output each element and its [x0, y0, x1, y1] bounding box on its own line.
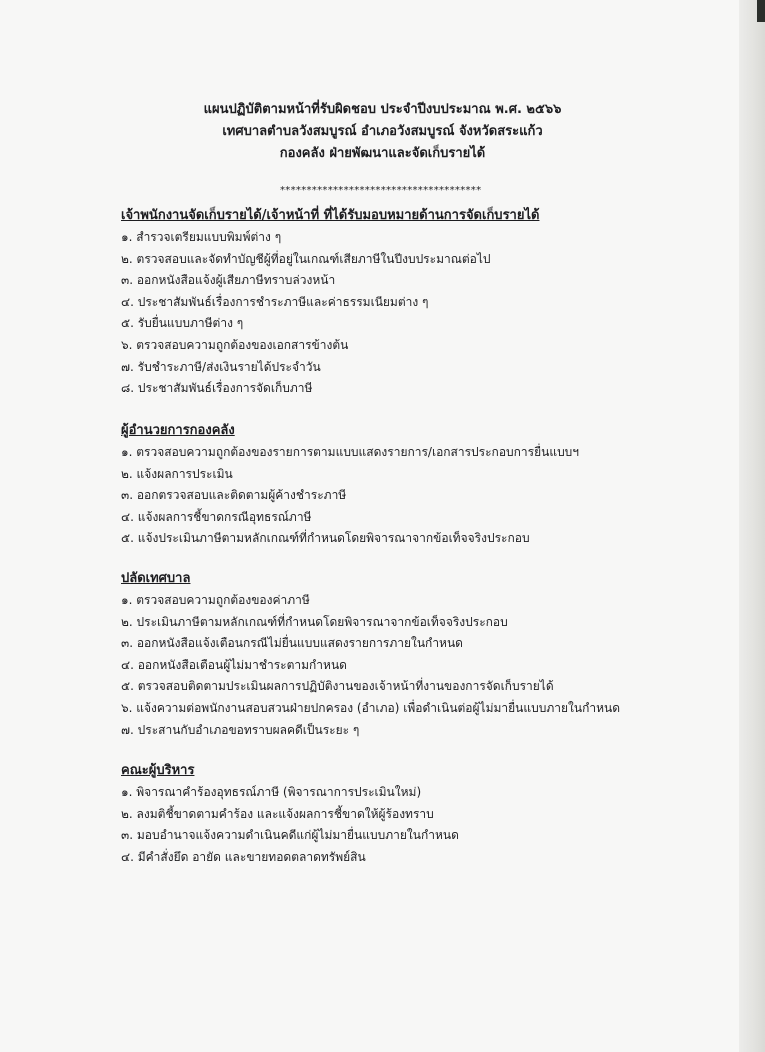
section-municipal-clerk: [121, 568, 721, 741]
list-item: ๒. แจ้งผลการประเมิน: [121, 466, 233, 481]
scan-corner-mark: [757, 0, 765, 22]
list-item: ๔. แจ้งผลการชี้ขาดกรณีอุทธรณ์ภาษี: [121, 509, 312, 524]
list-item: ๔. มีคำสั่งยึด อายัด และขายทอดตลาดทรัพย์สิน: [121, 849, 366, 864]
list-item: ๓. ออกตรวจสอบและติดตามผู้ค้างชำระภาษี: [121, 488, 347, 503]
list-item: ๗. ประสานกับอำเภอขอทราบผลคดีเป็นระยะ ๆ: [121, 722, 360, 737]
list-item: ๖. ตรวจสอบความถูกต้องของเอกสารข้างต้น: [121, 337, 349, 352]
list-item: ๑. พิจารณาคำร้องอุทธรณ์ภาษี (พิจารณาการประเมินใหม่): [121, 785, 422, 799]
section-executive-committee: [121, 760, 721, 868]
section-title: ปลัดเทศบาล: [121, 571, 191, 586]
list-item: ๑. ตรวจสอบความถูกต้องของค่าภาษี: [121, 593, 310, 607]
list-item: ๓. ออกหนังสือแจ้งเตือนกรณีไม่ยื่นแบบแสดงรายการภายในกำหนด: [121, 636, 463, 651]
list-item: ๔. ประชาสัมพันธ์เรื่องการชำระภาษีและค่าธรรมเนียมต่าง ๆ: [121, 294, 429, 309]
list-item: ๒. ลงมติชี้ขาดตามคำร้อง และแจ้งผลการชี้ขาดให้ผู้ร้องทราบ: [121, 806, 434, 821]
header-organization-line: เทศบาลตำบลวังสมบูรณ์ อำเภอวังสมบูรณ์ จังหวัดสระแก้ว: [222, 124, 543, 139]
list-item: ๓. ออกหนังสือแจ้งผู้เสียภาษีทราบล่วงหน้า: [121, 273, 336, 288]
list-item: ๕. แจ้งประเมินภาษีตามหลักเกณฑ์ที่กำหนดโดยพิจารณาจากข้อเท็จจริงประกอบ: [121, 531, 530, 546]
section-title: ผู้อำนวยการกองคลัง: [121, 423, 235, 438]
list-item: ๓. มอบอำนาจแจ้งความดำเนินคดีแก่ผู้ไม่มายื่นแบบภายในกำหนด: [121, 828, 459, 843]
header-title-line: แผนปฏิบัติตามหน้าที่รับผิดชอบ ประจำปีงบประมาณ พ.ศ. ๒๕๖๖: [203, 102, 562, 117]
section-title: เจ้าพนักงานจัดเก็บรายได้/เจ้าหน้าที่ ที่ได้รับมอบหมายด้านการจัดเก็บรายได้: [121, 208, 540, 223]
list-item: ๘. ประชาสัมพันธ์เรื่องการจัดเก็บภาษี: [121, 381, 313, 396]
document-header: [0, 99, 765, 165]
list-item: ๗. รับชำระภาษี/ส่งเงินรายได้ประจำวัน: [121, 359, 321, 374]
section-finance-director: [121, 420, 721, 550]
list-item: ๒. ตรวจสอบและจัดทำบัญชีผู้ที่อยู่ในเกณฑ์เสียภาษีในปีงบประมาณต่อไป: [121, 251, 491, 266]
separator-line: **************************************: [280, 185, 482, 196]
list-item: ๑. ตรวจสอบความถูกต้องของรายการตามแบบแสดงรายการ/เอกสารประกอบการยื่นแบบฯ: [121, 445, 580, 459]
section-revenue-officer: [121, 205, 721, 400]
list-item: ๑. สำรวจเตรียมแบบพิมพ์ต่าง ๆ: [121, 230, 282, 244]
list-item: ๕. รับยื่นแบบภาษีต่าง ๆ: [121, 316, 244, 331]
list-item: ๖. แจ้งความต่อพนักงานสอบสวนฝ่ายปกครอง (อำเภอ) เพื่อดำเนินต่อผู้ไม่มายื่นแบบภายในกำหนด: [121, 700, 620, 715]
section-title: คณะผู้บริหาร: [121, 763, 195, 778]
list-item: ๒. ประเมินภาษีตามหลักเกณฑ์ที่กำหนดโดยพิจารณาจากข้อเท็จจริงประกอบ: [121, 614, 508, 629]
list-item: ๔. ออกหนังสือเตือนผู้ไม่มาชำระตามกำหนด: [121, 657, 347, 672]
header-division-line: กองคลัง ฝ่ายพัฒนาและจัดเก็บรายได้: [279, 146, 486, 161]
list-item: ๕. ตรวจสอบติดตามประเมินผลการปฏิบัติงานของเจ้าหน้าที่งานของการจัดเก็บรายได้: [121, 679, 554, 694]
